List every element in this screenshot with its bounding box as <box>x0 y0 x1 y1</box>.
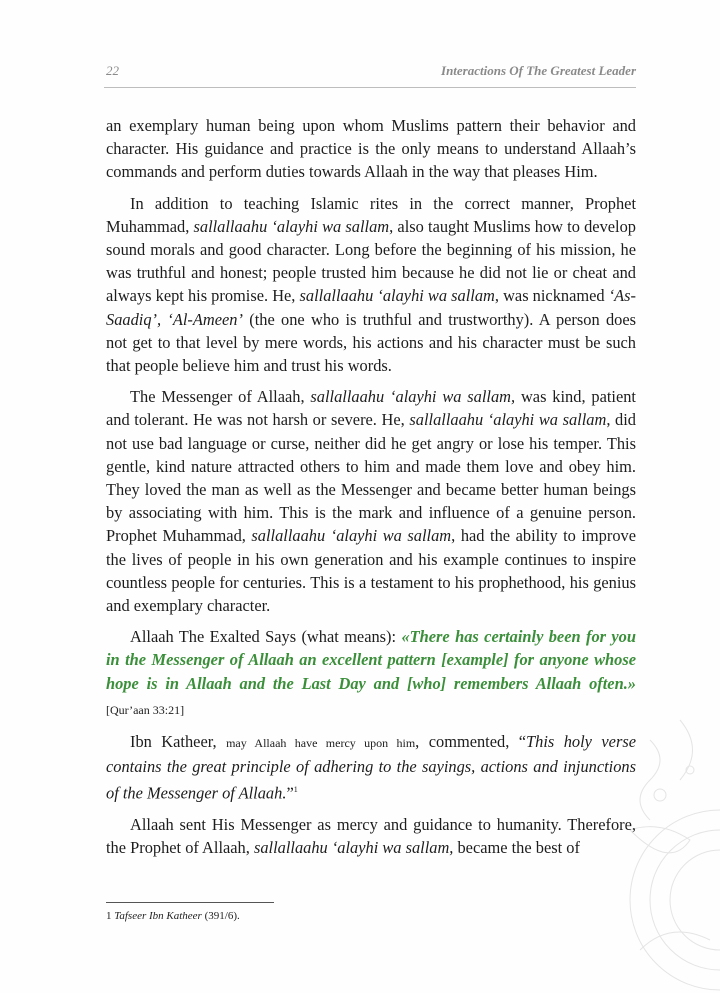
p2-text-e: , was nicknamed <box>494 286 609 306</box>
p5-text-a: Ibn Katheer, <box>130 732 227 752</box>
paragraph-2 <box>106 192 636 378</box>
p4-intro: Allaah The Exalted Says (what means): <box>130 627 402 647</box>
p5-text-c: , commented, “ <box>415 732 527 752</box>
p2-text-g: (the one who is truthful and trustworthy). A person does not get to that level by mere words, his actions and his character must be such that people believe him and trust his words. <box>106 309 637 376</box>
p2-nicknames: ‘As-Saadiq’, ‘Al-Ameen’ <box>106 286 637 329</box>
running-title: Interactions Of The Greatest Leader <box>441 63 636 78</box>
p2-text-a: In addition to teaching Islamic rites in the correct manner, Prophet Muhammad, <box>106 193 636 236</box>
p5-quote: This holy verse contains the great principle of adhering to the sayings, actions and injunctions of the Messenger of Allaah. <box>106 732 636 803</box>
p2-honorific-2: sallallaahu ‘alayhi wa sallam <box>299 286 495 306</box>
p3-text-c: was kind, patient and tolerant. He was not harsh or severe. He, <box>106 387 636 430</box>
quran-verse: «There has certainly been for you in the Messenger of Allaah an excellent pattern [example] for anyone whose hope is in Allaah and the Last Day and [who] remembers Allaah often.» <box>106 627 636 693</box>
footnote-source: Tafseer Ibn Katheer <box>114 910 202 922</box>
decorative-ornament-icon <box>530 700 720 993</box>
running-header <box>106 63 636 79</box>
quran-reference: [Qur’aan 33:21] <box>106 702 185 717</box>
p3-text-g: , had the ability to improve the lives of people in his own generation and his example continues to inspire countless people for centuries. This is a testament to his prophethood, his genius and exemplary character. <box>106 526 637 616</box>
paragraph-1 <box>106 114 636 184</box>
p3-text-e: , did not use bad language or curse, neither did he get angry or lose his temper. This gentle, kind nature attracted others to him and made them love and obey him. They loved the man as well as the Messenger and became better human beings by associating with him. This is the mark and influence of a genuine person. Prophet Muhammad, <box>106 410 637 546</box>
p3-text-a: The Messenger of Allaah, <box>130 387 311 407</box>
paragraph-3 <box>106 385 636 617</box>
p3-honorific-3: sallallaahu ‘alayhi wa sallam <box>251 526 452 546</box>
p6-text-a: Allaah sent His Messenger as mercy and guidance to humanity. Therefore, the Prophet of Allaah, <box>106 815 636 858</box>
footnote-marker[interactable]: 1 <box>293 785 298 795</box>
p3-honorific-1: sallallaahu ‘alayhi wa sallam, <box>310 387 516 407</box>
header-rule <box>104 87 636 88</box>
p5-prayer: may Allaah have mercy upon him <box>226 736 416 751</box>
paragraph-1-text: an exemplary human being upon whom Muslims pattern their behavior and character. His guidance and practice is the only means to understand Allaah’s commands and perform duties towards Allaah in the way that pleases Him. <box>106 116 636 182</box>
p2-text-c: , also taught Muslims how to develop sound morals and good character. Long before the beginning of his mission, he was truthful and honest; people trusted him because he did not lie or cheat and always kept his promise. He, <box>106 216 636 306</box>
p3-honorific-2: sallallaahu ‘alayhi wa sallam <box>409 410 607 430</box>
p2-honorific-1: sallallaahu ‘alayhi wa sallam <box>193 216 390 236</box>
page-number: 22 <box>106 63 119 78</box>
footnote <box>106 910 240 922</box>
footnote-rule <box>106 902 274 903</box>
p5-close-quote: ” <box>286 783 294 803</box>
footnote-number: 1 <box>106 910 112 922</box>
p6-text-c: became the best of <box>453 838 580 858</box>
footnote-ref: (391/6). <box>201 910 240 922</box>
p6-honorific: sallallaahu ‘alayhi wa sallam, <box>253 838 454 858</box>
